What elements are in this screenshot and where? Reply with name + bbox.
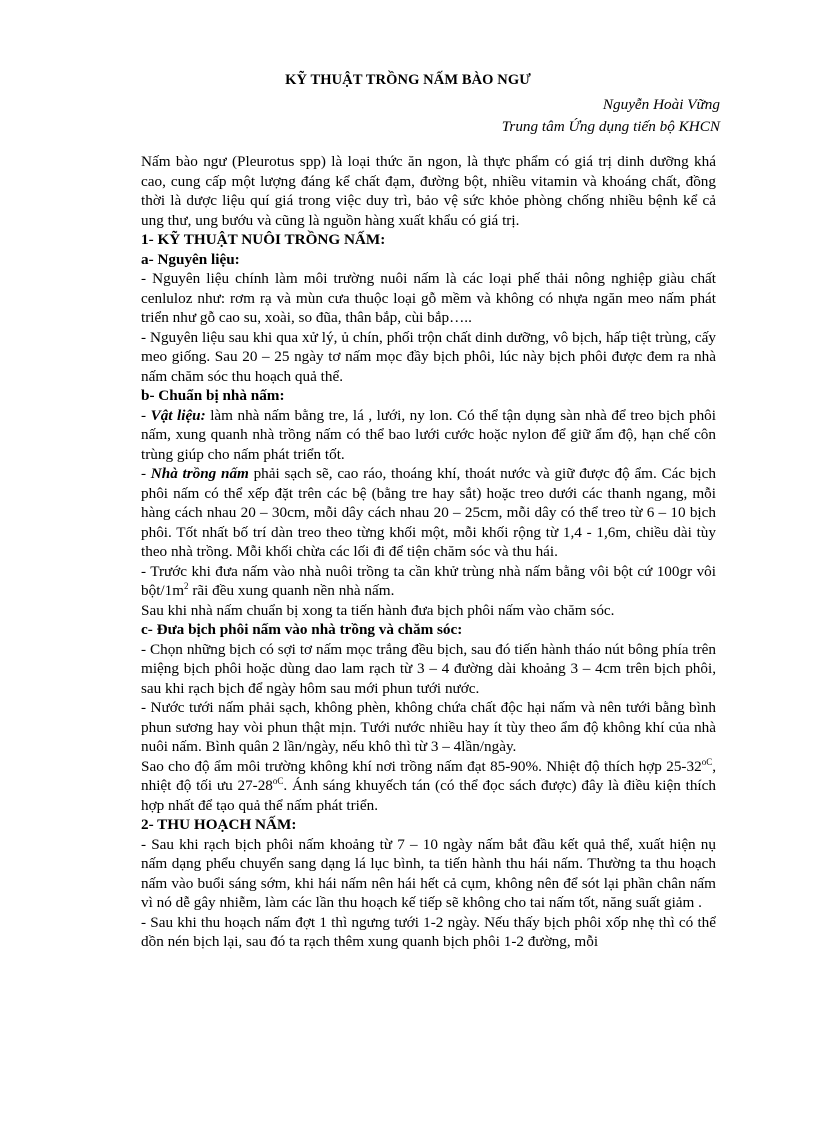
paragraph: Sau khi nhà nấm chuẩn bị xong ta tiến hành đưa bịch phôi nấm vào chăm sóc. (141, 601, 615, 619)
paragraph-text: , nhiệt độ tối ưu 27-28 (141, 757, 716, 794)
section-1-heading: 1- KỸ THUẬT NUÔI TRỒNG NẤM: (141, 231, 386, 248)
paragraph-text: rãi đều xung quanh nền nhà nấm. (188, 582, 395, 599)
paragraph: - Vật liệu: làm nhà nấm bằng tre, lá , lưới, ny lon. Có thể tận dụng sàn nhà để treo bịch phôi nấm, xung quanh nhà trồng nấm có thể bao lưới cước hoặc nylon để giữ ẩm độ, hạn chế côn trùng giúp cho nấm phát triển tốt. (141, 406, 717, 463)
paragraph: - Nước tưới nấm phải sạch, không phèn, không chứa chất độc hại nấm và nên tưới bằng bình phun sương hay vòi phun thật mịn. Tưới nước nhiều hay ít tùy theo ẩm độ không khí của nhà nuôi nấm. Bình quân 2 lần/ngày, nếu khô thì từ 3 – 4lần/ngày. (141, 699, 716, 755)
paragraph-text: . Ánh sáng khuyếch tán (có thể đọc sách được) đây là điều kiện thích hợp nhất để tạo quả thể nấm phát triển. (141, 777, 716, 814)
subsection-c-heading: c- Đưa bịch phôi nấm vào nhà trồng và chăm sóc: (141, 621, 463, 638)
paragraph-text: phải sạch sẽ, cao ráo, thoáng khí, thoát nước và giữ được độ ẩm. Các bịch phôi nấm có thể xếp đặt trên các bệ (bằng tre hay sắt) hoặc treo dưới các thanh ngang, mỗi hàng cách nhau 20 – 30cm, mỗi dây cách nhau 20 – 25cm, mỗi dây có thể treo từ 6 – 10 bịch phôi. Tốt nhất bố trí dàn treo theo từng khối một, mỗi khối rộng từ 1,4 - 1,6m, chiều dài tùy theo nhà trồng. Mỗi khối chừa các lối đi để tiện chăm sóc và thu hái. (141, 465, 716, 560)
inline-label: Vật liệu: (150, 406, 206, 424)
section-2-heading: 2- THU HOẠCH NẤM: (141, 816, 297, 833)
paragraph: - Sau khi thu hoạch nấm đợt 1 thì ngưng tưới 1-2 ngày. Nếu thấy bịch phôi xốp nhẹ thì có thể dồn nén bịch lại, sau đó ta rạch thêm xung quanh bịch phôi 1-2 đường, mỗi (141, 913, 716, 950)
paragraph: - Sau khi rạch bịch phôi nấm khoảng từ 7 – 10 ngày nấm bắt đầu kết quả thể, xuất hiện nụ nấm dạng phểu chuyển sang dạng lá lục bình, ta tiến hành thu hái nấm. Thường ta thu hoạch nấm vào buổi sáng sớm, khi hái nấm nên hái hết cả cụm, không nên để sót lại phần chân nấm vì nó dễ gây nhiễm, làm các lần thu hoạch kế tiếp sẽ không cho tai nấm tốt, năng suất giảm . (141, 835, 716, 911)
author-block (502, 94, 720, 138)
document-title: KỸ THUẬT TRỒNG NẤM BÀO NGƯ (285, 72, 531, 88)
paragraph-text: Sao cho độ ẩm môi trường không khí nơi trồng nấm đạt 85-90%. Nhiệt độ thích hợp 25-32 (141, 757, 702, 775)
paragraph-text: - Trước khi đưa nấm vào nhà nuôi trồng ta cần khử trùng nhà nấm bằng vôi bột cứ 100gr vôi bột/1m (141, 562, 716, 599)
author-name: Nguyễn Hoài Vững (602, 96, 720, 113)
paragraph: - Chọn những bịch có sợi tơ nấm mọc trắng đều bịch, sau đó tiến hành tháo nút bông phía trên miệng bịch phôi hoặc dùng dao lam rạch từ 3 – 4 đường dài khoảng 3 – 4cm trên bịch phôi, sau khi rạch bịch để ngày hôm sau mới phun tưới nước. (141, 640, 716, 697)
paragraph: - Nguyên liệu sau khi qua xử lý, ủ chín, phối trộn chất dinh dưỡng, vô bịch, hấp tiệt trùng, cấy meo giống. Sau 20 – 25 ngày tơ nấm mọc đầy bịch phôi, lúc này bịch phôi được đem ra nhà nấm chăm sóc thu hoạch quả thể. (141, 328, 716, 385)
subsection-b-heading: b- Chuẩn bị nhà nấm: (141, 387, 285, 404)
paragraph: - Nguyên liệu chính làm môi trường nuôi nấm là các loại phế thải nông nghiệp giàu chất cenluloz như: rơm rạ và mùn cưa thuộc loại gỗ mềm và không có nhựa ngăn meo nấm phát triển như gỗ cao su, xoài, so đũa, thân bắp, cùi bắp….. (141, 270, 716, 326)
document-body (141, 152, 716, 952)
superscript: oC (272, 776, 284, 786)
paragraph (141, 562, 716, 601)
subsection-a-heading: a- Nguyên liệu: (141, 250, 240, 268)
paragraph (141, 757, 716, 816)
superscript: oC (701, 756, 713, 767)
intro-paragraph: Nấm bào ngư (Pleurotus spp) là loại thức ăn ngon, là thực phẩm có giá trị dinh dưỡng khá cao, cung cấp một lượng đáng kể chất đạm, đường bột, nhiều vitamin và khoáng chất, đồng thời là dược liệu quí giá trong việc duy trì, bảo vệ sức khỏe phòng chống nhiều bệnh kể cả ung thư, ung bướu và cũng là nguồn hàng xuất khẩu có giá trị. (141, 153, 716, 229)
superscript: 2 (184, 581, 189, 591)
paragraph-text: làm nhà nấm bằng tre, lá , lưới, ny lon. Có thể tận dụng sàn nhà để treo bịch phôi nấm, xung quanh nhà trồng nấm có thể bao lưới cước hoặc nylon để giữ ẩm độ, hạn chế côn trùng giúp cho nấm phát triển tốt. (141, 406, 717, 463)
inline-label: Nhà trồng nấm (150, 465, 249, 482)
paragraph: - Nhà trồng nấm phải sạch sẽ, cao ráo, thoáng khí, thoát nước và giữ được độ ẩm. Các bịch phôi nấm có thể xếp đặt trên các bệ (bằng tre hay sắt) hoặc treo dưới các thanh ngang, mỗi hàng cách nhau 20 – 30cm, mỗi dây cách nhau 20 – 25cm, mỗi dây có thể treo từ 6 – 10 bịch phôi. Tốt nhất bố trí dàn treo theo từng khối một, mỗi khối rộng từ 1,4 - 1,6m, chiều dài tùy theo nhà trồng. Mỗi khối chừa các lối đi để tiện chăm sóc và thu hái. (141, 465, 716, 560)
author-affiliation: Trung tâm Ứng dụng tiến bộ KHCN (501, 118, 720, 135)
